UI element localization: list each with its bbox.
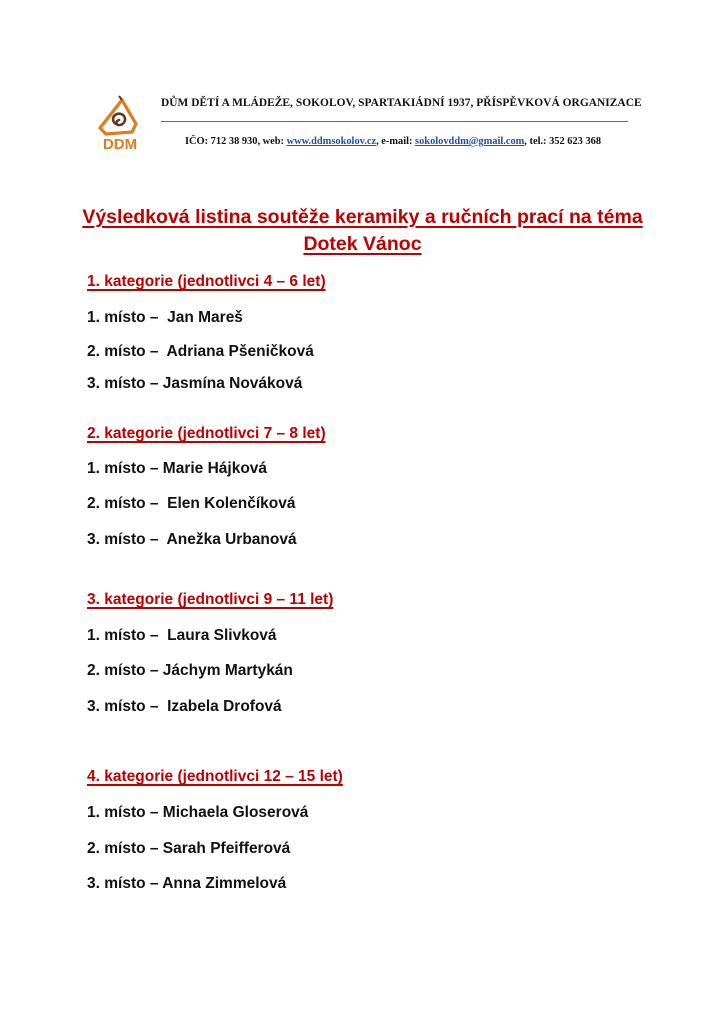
title-line-1: Výsledková listina soutěže keramiky a ručních prací na téma — [82, 206, 643, 228]
category-heading-4: 4. kategorie (jednotlivci 12 – 15 let) — [87, 768, 343, 785]
place-item: 1. místo – Marie Hájková — [87, 460, 268, 477]
place-item: 1. místo – Michaela Gloserová — [87, 804, 309, 821]
web-link[interactable]: www.ddmsokolov.cz — [286, 136, 377, 147]
place-item: 3. místo – Anna Zimmelová — [87, 875, 287, 892]
place-item: 2. místo – Elen Kolenčíková — [87, 495, 296, 512]
organization-name: DŮM DĚTÍ A MLÁDEŽE, SOKOLOV, SPARTAKIÁDNÍ 1937, PŘÍSPĚVKOVÁ ORGANIZACE — [161, 97, 642, 109]
category-heading-2: 2. kategorie (jednotlivci 7 – 8 let) — [87, 425, 326, 442]
place-item: 2. místo – Adriana Pšeničková — [87, 343, 314, 360]
place-item: 3. místo – Jasmína Nováková — [87, 375, 303, 392]
header-divider — [161, 121, 628, 122]
place-item: 2. místo – Jáchym Martykán — [87, 662, 293, 679]
ddm-logo-icon — [92, 94, 148, 152]
category-heading-3: 3. kategorie (jednotlivci 9 – 11 let) — [87, 591, 334, 608]
place-item: 1. místo – Jan Mareš — [87, 309, 243, 326]
tel-label: , tel.: 352 623 368 — [524, 136, 602, 147]
document-title — [60, 204, 665, 258]
place-item: 3. místo – Anežka Urbanová — [87, 531, 297, 548]
email-label: , e-mail: — [376, 136, 416, 147]
place-item: 1. místo – Laura Slivková — [87, 627, 277, 644]
place-item: 3. místo – Izabela Drofová — [87, 698, 282, 715]
place-item: 2. místo – Sarah Pfeifferová — [87, 840, 291, 857]
svg-text:DDM: DDM — [102, 136, 138, 152]
title-line-2: Dotek Vánoc — [303, 233, 422, 255]
ico-label: IČO: 712 38 930, web: — [185, 136, 287, 147]
contact-line — [185, 136, 601, 147]
category-heading-1: 1. kategorie (jednotlivci 4 – 6 let) — [87, 273, 326, 290]
email-link[interactable]: sokolovddm@gmail.com — [415, 136, 525, 147]
